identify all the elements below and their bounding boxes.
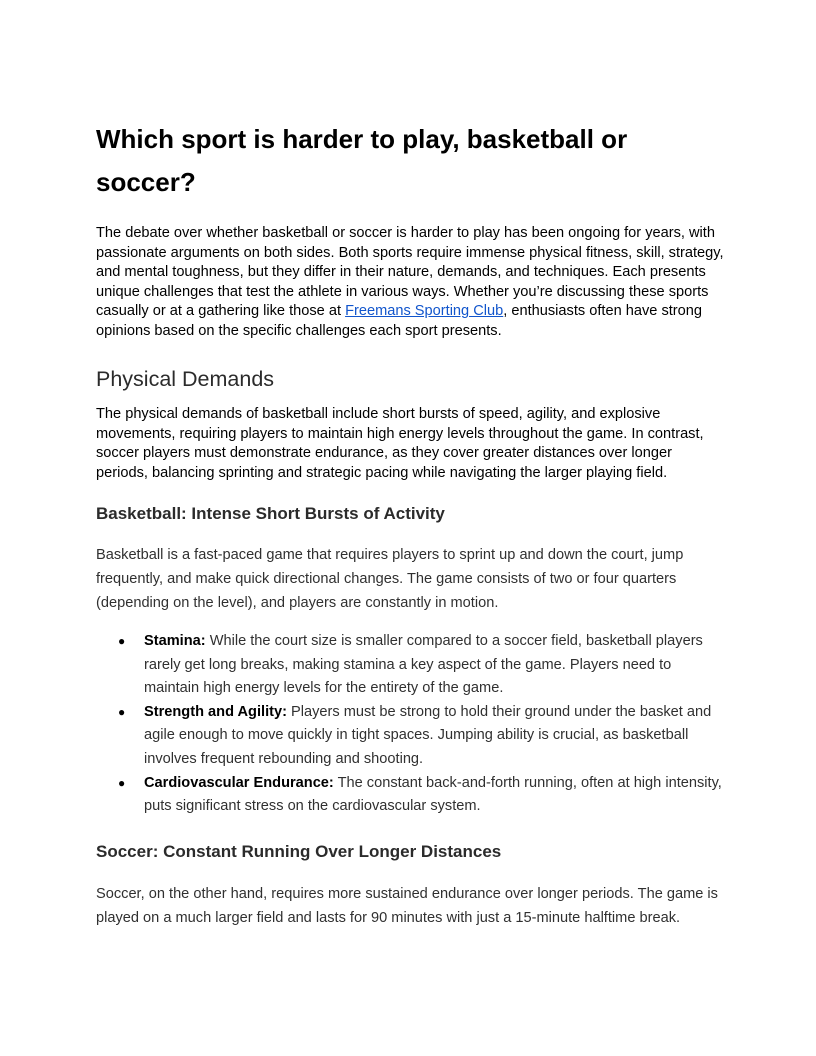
- list-item: [96, 630, 726, 701]
- soccer-paragraph: Soccer, on the other hand, requires more sustained endurance over longer periods. The game is played on a much larger field and lasts for 90 minutes with just a 15-minute halftime break.: [96, 886, 718, 926]
- bullet-label: Strength and Agility:: [144, 703, 287, 720]
- intro-paragraph: [96, 224, 726, 342]
- bullet-text: Players must be strong to hold their ground under the basket and agile enough to move quickly in tight spaces. Jumping ability is crucial, as basketball involves frequent rebounding and shooting.: [144, 703, 712, 767]
- bullet-label: Cardiovascular Endurance:: [144, 774, 334, 791]
- physical-demands-paragraph: The physical demands of basketball include short bursts of speed, agility, and explosive movements, requiring players to maintain high energy levels throughout the game. In contrast, soccer players must demonstrate endurance, as they cover greater distances over longer periods, balancing sprinting and strategic pacing while navigating the larger playing field.: [96, 406, 704, 481]
- bullet-text: While the court size is smaller compared to a soccer field, basketball players rarely get long breaks, making stamina a key aspect of the game. Players need to maintain high energy levels for the entirety of the game.: [144, 633, 703, 697]
- bullet-label: Stamina:: [144, 633, 206, 649]
- physical-demands-heading: Physical Demands: [96, 367, 275, 391]
- bullet-text: The constant back-and-forth running, often at high intensity, puts significant stress on the cardiovascular system.: [144, 774, 722, 815]
- soccer-heading: Soccer: Constant Running Over Longer Distances: [96, 842, 502, 861]
- freemans-sporting-club-link[interactable]: Freemans Sporting Club: [345, 303, 504, 320]
- intro-text-before-link: The debate over whether basketball or soccer is harder to play has been ongoing for years, with passionate arguments on both sides. Both sports require immense physical fitness, skill, strategy, and mental toughness, but they differ in their nature, demands, and techniques. Each presents unique challenges that test the athlete in various ways. Whether you’re discussing these sports casually or at a gathering like those at: [96, 225, 724, 320]
- page-title: Which sport is harder to play, basketball or soccer?: [96, 124, 628, 197]
- list-item: [96, 701, 726, 772]
- list-item: [96, 772, 726, 819]
- bullet-icon: ●: [118, 775, 126, 790]
- basketball-paragraph: Basketball is a fast-paced game that requires players to sprint up and down the court, jump frequently, and make quick directional changes. The game consists of two or four quarters (depending on the level), and players are constantly in motion.: [96, 547, 684, 611]
- bullet-icon: ●: [118, 634, 126, 648]
- intro-text-after-link: , enthusiasts often have strong opinions based on the specific challenges each sport presents.: [96, 303, 703, 339]
- basketball-heading: Basketball: Intense Short Bursts of Activity: [96, 504, 445, 523]
- bullet-icon: ●: [118, 704, 126, 719]
- basketball-bullet-list: [96, 630, 726, 819]
